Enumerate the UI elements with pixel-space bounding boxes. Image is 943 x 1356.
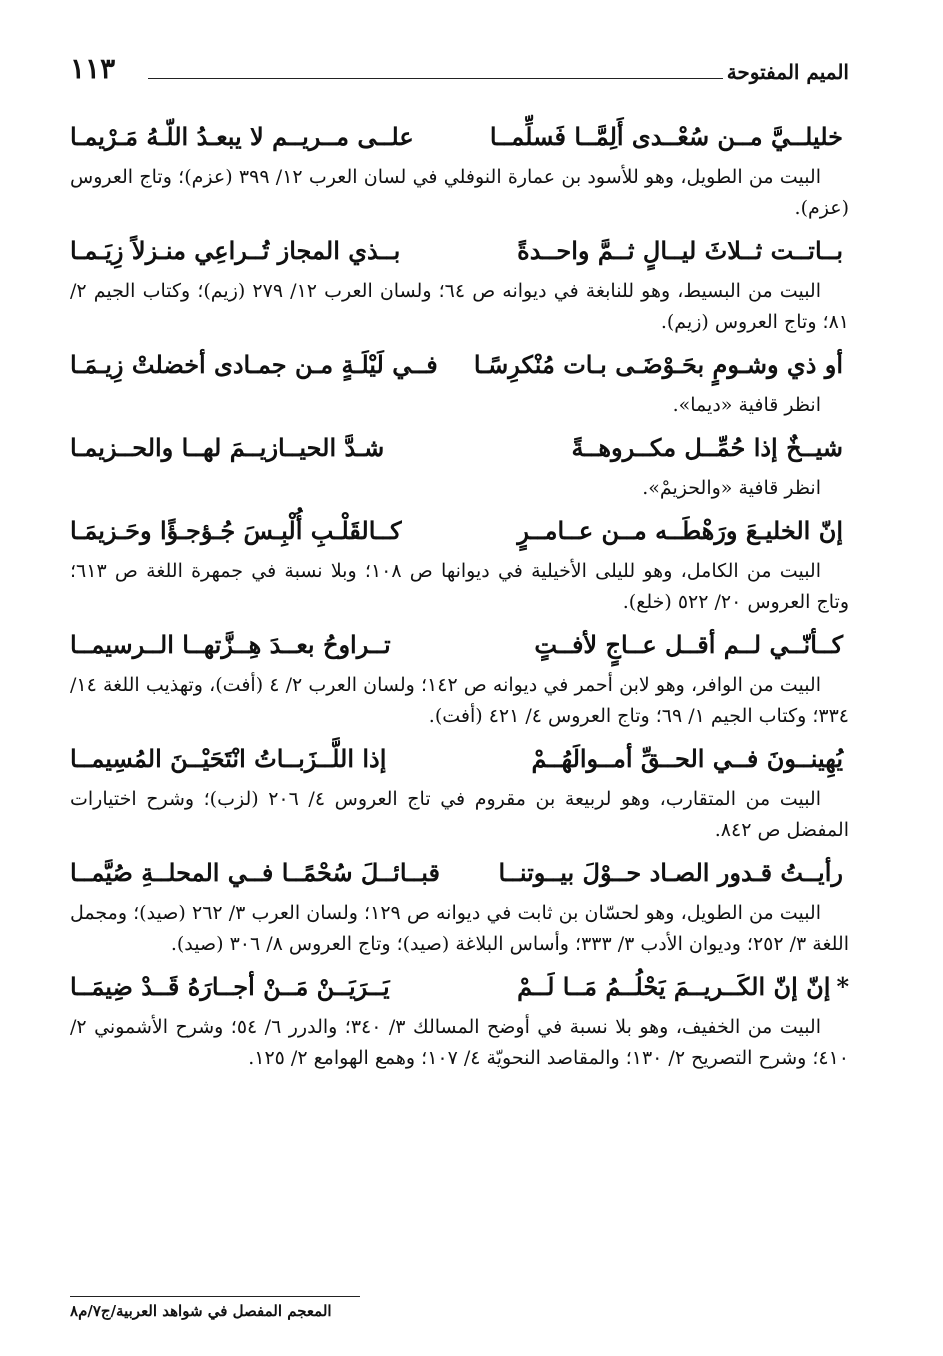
- first-hemistich: إنّ الخليـعَ ورَهْطَــه مــن عــامــرٍ: [517, 516, 843, 545]
- verse-note: البيت من الطويل، وهو لحسّان بن ثابت في ديوانه ص ١٢٩؛ ولسان العرب ٣/ ٢٦٢ (صيد)؛ ومجمل اللغة ٣/ ٢٥٢؛ وديوان الأدب ٣/ ٣٣٣؛ وأساس البلاغة (صيد)؛ وتاج العروس ٨/ ٣٠٦ (صيد).: [70, 902, 849, 955]
- page-footer: [70, 1296, 849, 1326]
- second-hemistich: قبــائــلَ سُحْمًــا فــي المحلــةِ صُيَّمــا: [70, 858, 440, 887]
- header-rule: [148, 78, 723, 79]
- verse-entry: [70, 340, 849, 421]
- verse-entries: [70, 112, 849, 1076]
- verse-line: [70, 620, 849, 670]
- second-hemistich: شـدَّ الحيــازيــمَ لهــا والحــزيمـا: [70, 433, 385, 462]
- verse-note: انظر قافية «ديما».: [672, 394, 821, 416]
- footer-text: المعجم المفصل في شواهد العربية/ج٧/م٨: [70, 1302, 332, 1320]
- verse-line: [70, 848, 849, 898]
- first-hemistich: بــاتــت ثــلاثَ ليــالٍ ثــمَّ واحــدةً: [517, 236, 843, 265]
- second-hemistich: علــى مــريــم لا يبعـدُ اللّـهُ مَـرْيمـا: [70, 122, 414, 151]
- verse-entry: [70, 506, 849, 618]
- first-hemistich: خليلــيَّ مــن سُعْــدى أَلِمَّــا فَسلِّمــا: [489, 122, 843, 151]
- verse-entry: [70, 962, 849, 1074]
- verse-line: [70, 962, 849, 1012]
- star-marker: *: [836, 972, 849, 1001]
- verse-line: [70, 734, 849, 784]
- verse-entry: [70, 112, 849, 224]
- verse-line: [70, 340, 849, 390]
- first-hemistich: يُهِينــونَ فــي الحــقِّ أمــوالَهُــمْ: [531, 744, 843, 773]
- second-hemistich: إذا اللَّــزَبــاتُ انْتَحَيْــنَ المُسِيمــا: [70, 744, 387, 773]
- second-hemistich: بــذي المجاز تُــراعِي منـزلاً زِيَـمـا: [70, 236, 401, 265]
- verse-note: البيت من الطويل، وهو للأسود بن عمارة النوفلي في لسان العرب ١٢/ ٣٩٩ (عزم)؛ وتاج العروس (عزم).: [70, 166, 849, 219]
- second-hemistich: تــراوحُ بعــدَ هِــزَّتهــا الــرسيمــا: [70, 630, 391, 659]
- first-hemistich: كــأنّــي لــم أقــل عــاجٍ لأفــتٍ: [534, 630, 843, 659]
- verse-line: [70, 506, 849, 556]
- verse-entry: [70, 848, 849, 960]
- verse-note: البيت من الكامل، وهو لليلى الأخيلية في ديوانها ص ١٠٨؛ وبلا نسبة في جمهرة اللغة ص ٦١٣؛ وتاج العروس ٢٠/ ٥٢٢ (خلع).: [70, 560, 849, 613]
- section-title: الميم المفتوحة: [726, 60, 849, 84]
- verse-entry: [70, 423, 849, 504]
- verse-line: [70, 423, 849, 473]
- first-hemistich: شيــخٌ إذا حُمِّــل مكــروهــةً: [571, 433, 843, 462]
- second-hemistich: كــالقَلْـبِ أُلْبِـسَ جُـؤجـؤًا وحَـزيمَـا: [70, 516, 402, 545]
- verse-entry: [70, 226, 849, 338]
- verse-note: البيت من البسيط، وهو للنابغة في ديوانه ص ٦٤؛ ولسان العرب ١٢/ ٢٧٩ (زيم)؛ وكتاب الجيم ٢/ ٨١؛ وتاج العروس (زيم).: [70, 280, 849, 333]
- first-hemistich: رأيــتُ قـدور الصـاد حــوْلَ بيــوتنــا: [498, 858, 843, 887]
- verse-entry: [70, 734, 849, 846]
- verse-line: [70, 112, 849, 162]
- second-hemistich: يَــرَيَــنْ مَــنْ أجــارَهُ قَــدْ ضِيمَــا: [70, 972, 390, 1001]
- verse-note: انظر قافية «والحزيمْ».: [642, 477, 821, 499]
- verse-note: البيت من الوافر، وهو لابن أحمر في ديوانه ص ١٤٢؛ ولسان العرب ٢/ ٤ (أفت)، وتهذيب اللغة ١٤/ ٣٣٤؛ وكتاب الجيم ١/ ٦٩؛ وتاج العروس ٤/ ٤٢١ (أفت).: [70, 674, 849, 727]
- verse-line: [70, 226, 849, 276]
- verse-entry: [70, 620, 849, 732]
- second-hemistich: فــي لَيْلَـةٍ مـن جمـادى أخضلتْ زِيـمَـا: [70, 350, 438, 379]
- footer-rule: [70, 1296, 360, 1297]
- verse-note: البيت من المتقارب، وهو لربيعة بن مقروم في تاج العروس ٤/ ٢٠٦ (لزب)؛ وشرح اختيارات المفضل ص ٨٤٢.: [70, 788, 849, 841]
- first-hemistich: أو ذي وشـومٍ بحَـوْضَـى بـات مُنْكرِسًـا: [473, 350, 843, 379]
- page-header: [70, 52, 849, 92]
- verse-note: البيت من الخفيف، وهو بلا نسبة في أوضح المسالك ٣/ ٣٤٠؛ والدرر ٦/ ٥٤؛ وشرح الأشموني ٢/ ٤١٠؛ وشرح التصريح ٢/ ١٣٠؛ والمقاصد النحويّة ٤/ ١٠٧؛ وهمع الهوامع ٢/ ١٢٥.: [70, 1016, 849, 1069]
- first-hemistich: *إنّ إنّ الكَــريــمَ يَحْلُــمُ مَــا لَــمْ: [517, 972, 849, 1001]
- page-number: ١١٣: [70, 52, 116, 85]
